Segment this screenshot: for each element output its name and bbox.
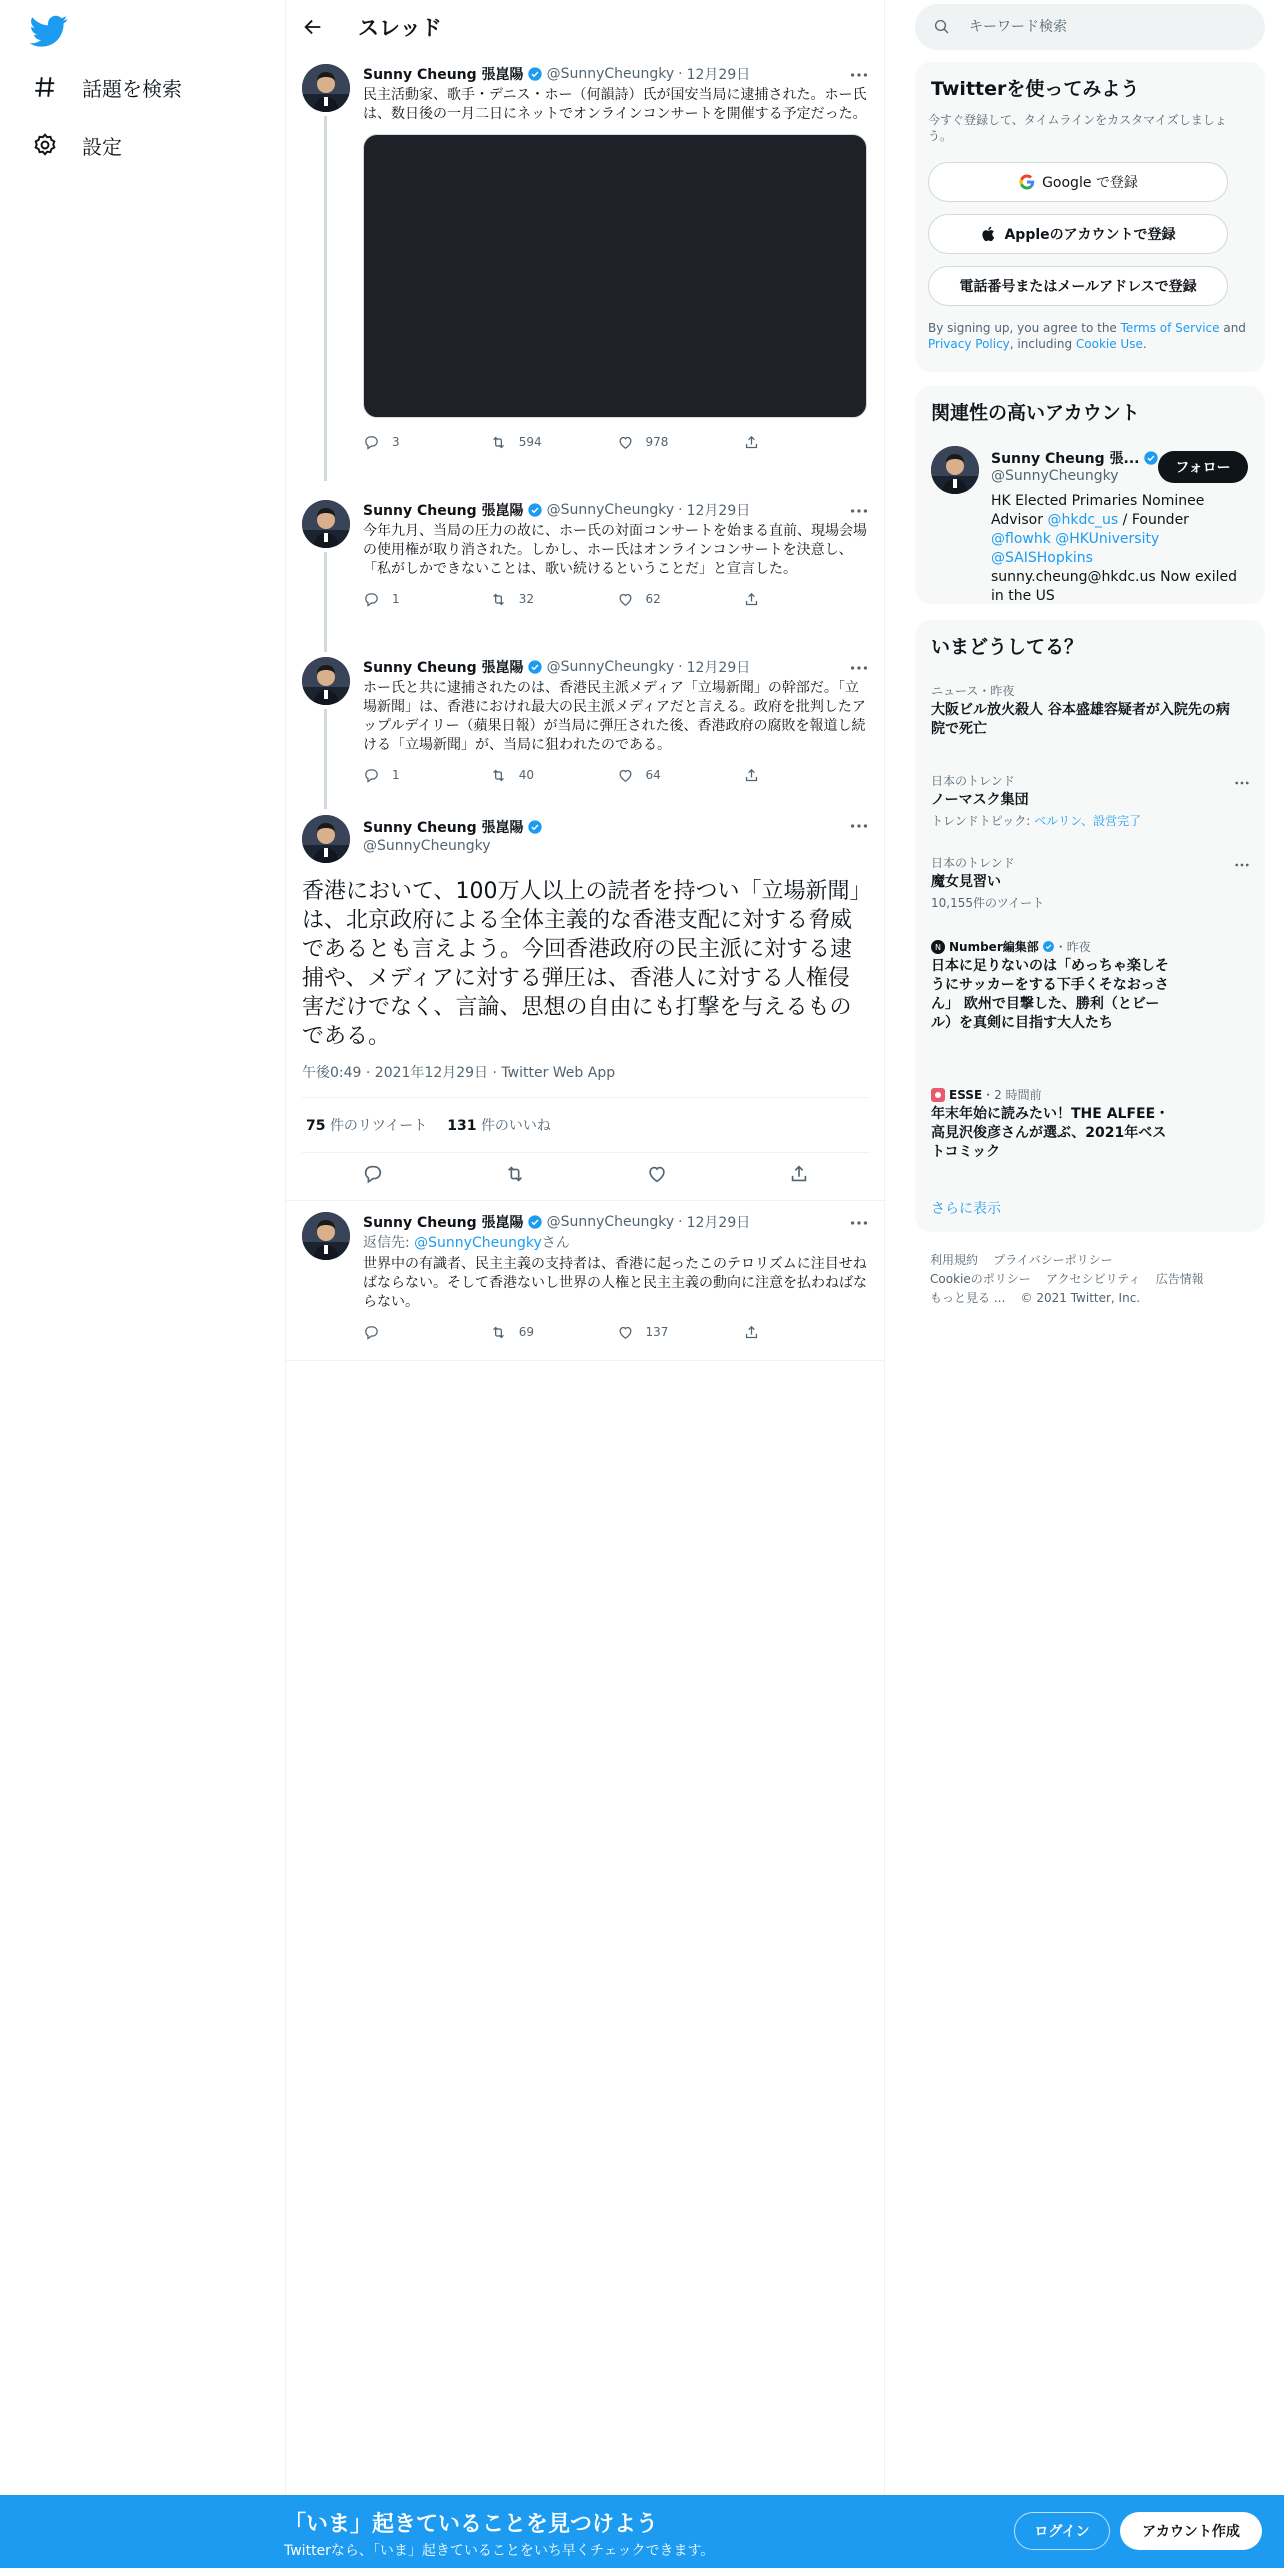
tweet-date[interactable]: 12月29日 (686, 67, 751, 83)
share-button[interactable] (743, 434, 870, 451)
retweet-button[interactable]: 40 (490, 767, 617, 784)
google-signup-button[interactable]: Google で登録 (928, 162, 1228, 202)
replying-to-handle[interactable]: @SunnyCheungky (414, 1235, 542, 1251)
tweet-date[interactable]: 12月29日 (686, 503, 751, 519)
google-icon (1018, 173, 1036, 191)
trends-card-title: いまどうしてる？ (931, 636, 1084, 658)
focused-tweet-text: 香港において、100万人以上の読者を持つい「立場新聞」は、北京政府による全体主義的な香港支配に対する脅威であるとも言えよう。今回香港政府の民主派に対する逮捕や、メディアに対する弾圧は、香港人に対する人権侵害だけでなく、言論、思想の自由にも打撃を与えるものである。 (302, 879, 861, 1049)
like-button[interactable]: 978 (617, 434, 744, 451)
retweet-button[interactable]: 69 (490, 1324, 617, 1341)
follow-button[interactable]: フォロー (1158, 451, 1248, 483)
twitter-logo-icon[interactable] (30, 12, 68, 50)
thread-tweet[interactable]: Sunny Cheung 張崑陽 @SunnyCheungky · 12月29日 今年九月、当局の圧力の故に、ホー氏の対面コンサートを始まる直前、現場会場の使用権が取り消された。しかし、ホー氏はオンラインコンサートを決意し、「私がしかできないことは、歌い続けるということだ」と宣言した。 1 32 62 (286, 500, 886, 650)
author-handle[interactable]: @SunnyCheungky (546, 659, 675, 675)
author-handle[interactable]: @SunnyCheungky (546, 502, 675, 518)
retweet-icon (490, 434, 507, 451)
reply-icon (363, 767, 380, 784)
verified-badge-icon (527, 66, 543, 82)
footer-ads-link[interactable]: 広告情報 (1155, 1272, 1204, 1286)
more-options-icon[interactable] (848, 657, 870, 679)
search-box[interactable] (915, 4, 1265, 50)
left-navigation (0, 0, 285, 2568)
signup-card (915, 62, 1265, 372)
share-icon (743, 767, 760, 784)
reply-icon[interactable] (362, 1163, 384, 1185)
number-logo-icon (931, 940, 945, 954)
trend-item[interactable]: 日本のトレンド ノーマスク集団 トレンドトピック: ベルリン、設営完了 (931, 774, 1142, 828)
footer-links (930, 1251, 1204, 1308)
nav-item-settings[interactable] (32, 125, 122, 165)
share-icon (743, 591, 760, 608)
thread-tweet[interactable]: Sunny Cheung 張崑陽 @SunnyCheungky · 12月29日 ホー氏と共に逮捕されたのは、香港民主派メディア「立場新聞」の幹部だ。「立場新聞」は、香港におけれ最大の民主派メディアだと言える。政府を批判したアップルデイリー（蘋果日報）が当局に弾圧された後、香港政府の腐敗を報道し続ける「立場新聞」が、当局に狙われたのである。 1 40 64 (286, 657, 886, 807)
related-account-name[interactable]: Sunny Cheung 張... (991, 451, 1140, 467)
author-name[interactable]: Sunny Cheung 張崑陽 (363, 820, 524, 836)
legal-text: By signing up, you agree to the Terms of Service and Privacy Policy, including Cookie Use. (928, 321, 1246, 351)
avatar[interactable] (302, 815, 350, 863)
reply-icon (363, 1324, 380, 1341)
reply-button[interactable]: 1 (363, 591, 490, 608)
trend-item[interactable]: ESSE ・2 時間前 年末年始に読みたい！THE ALFEE・高見沢俊彦さんが選ぶ、2021年ベストコミック (931, 1087, 1170, 1160)
more-options-icon[interactable] (1233, 774, 1251, 792)
retweet-button[interactable]: 32 (490, 591, 617, 608)
gear-icon (32, 132, 58, 158)
footer-cookie-link[interactable]: Cookieのポリシー (930, 1272, 1031, 1286)
search-input[interactable] (969, 19, 1249, 35)
trends-card (915, 620, 1265, 1232)
bottom-signup-bar (0, 2495, 1284, 2568)
verified-badge-icon (527, 502, 543, 518)
footer-copyright: © 2021 Twitter, Inc. (1020, 1291, 1141, 1305)
replying-to: 返信先: @SunnyCheungkyさん (363, 1235, 570, 1251)
retweet-icon (490, 591, 507, 608)
more-options-icon[interactable] (848, 64, 870, 86)
verified-badge-icon (1143, 450, 1159, 466)
related-accounts-card (915, 386, 1265, 604)
avatar[interactable] (302, 500, 350, 548)
retweet-icon (490, 767, 507, 784)
nav-item-explore[interactable] (32, 67, 182, 107)
reply-button[interactable]: 3 (363, 434, 490, 451)
heart-icon[interactable] (646, 1163, 668, 1185)
trend-item[interactable]: ニュース・昨夜 大阪ビル放火殺人 谷本盛雄容疑者が入院先の病院で死亡 (931, 684, 1230, 737)
thread-header (286, 0, 884, 54)
heart-icon (617, 434, 634, 451)
reply-button[interactable]: 1 (363, 767, 490, 784)
author-name[interactable]: Sunny Cheung 張崑陽 (363, 660, 524, 676)
svg-text:N: N (935, 942, 941, 952)
retweet-icon (490, 1324, 507, 1341)
verified-badge-icon (527, 1214, 543, 1230)
footer-terms-link[interactable]: 利用規約 (930, 1253, 979, 1267)
phone-email-signup-button[interactable]: 電話番号またはメールアドレスで登録 (928, 266, 1228, 306)
footer-accessibility-link[interactable]: アクセシビリティ (1046, 1272, 1141, 1286)
verified-badge-icon (527, 819, 543, 835)
engagement-stats (306, 1115, 551, 1135)
login-button[interactable]: ログイン (1014, 2512, 1110, 2550)
embedded-video[interactable] (363, 134, 867, 418)
share-button[interactable] (743, 591, 870, 608)
like-stat[interactable]: 131 件のいいね (447, 1118, 551, 1134)
author-name[interactable]: Sunny Cheung 張崑陽 (363, 1215, 524, 1231)
retweet-stat[interactable]: 75 件のリツイート (306, 1118, 428, 1134)
like-button[interactable]: 62 (617, 591, 744, 608)
verified-badge-icon (527, 659, 543, 675)
author-handle[interactable]: @SunnyCheungky (546, 66, 675, 82)
avatar[interactable] (302, 657, 350, 705)
tweet-timestamp[interactable]: 午後0:49 · 2021年12月29日 · Twitter Web App (302, 1065, 616, 1081)
trend-item[interactable]: 日本のトレンド 魔女見習い 10,155件のツイート (931, 856, 1045, 910)
heart-icon (617, 591, 634, 608)
heart-icon (617, 767, 634, 784)
tweet-text: 世界中の有識者、民主主義の支持者は、香港に起ったこのテロリズムに注目せねばならない。そして香港ないし世界の人権と民主主義の動向に注意を払わねばならない。 (363, 1256, 867, 1310)
footer-more-link[interactable]: もっと見る ... (930, 1291, 1006, 1305)
tweet-text: 民主活動家、歌手・デニス・ホー（何韻詩）氏が国安当局に逮捕された。ホー氏は、数日後の一月二日にネットでオンラインコンサートを開催する予定だった。 (363, 87, 867, 122)
search-icon (933, 18, 951, 36)
author-name[interactable]: Sunny Cheung 張崑陽 (363, 503, 524, 519)
tweet-text: 今年九月、当局の圧力の故に、ホー氏の対面コンサートを始まる直前、現場会場の使用権が取り消された。しかし、ホー氏はオンラインコンサートを決意し、「私がしかできないことは、歌い続けるということだ」と宣言した。 (363, 523, 867, 577)
retweet-icon[interactable] (504, 1163, 526, 1185)
thread-tweet[interactable]: Sunny Cheung 張崑陽 @SunnyCheungky · 12月29日 民主活動家、歌手・デニス・ホー（何韻詩）氏が国安当局に逮捕された。ホー氏は、数日後の一月二日にネットでオンラインコンサートを開催する予定だった。 3 594 978 (286, 64, 886, 484)
focused-tweet-actions (302, 1163, 870, 1185)
verified-badge-icon (1042, 940, 1055, 953)
privacy-link[interactable]: Privacy Policy (928, 337, 1010, 351)
share-icon[interactable] (788, 1163, 810, 1185)
show-more-link[interactable]: さらに表示 (931, 1201, 1001, 1217)
nav-explore-label: 話題を検索 (82, 76, 182, 101)
related-account-bio: HK Elected Primaries Nominee Advisor @hkdc_us / Founder @flowhk @HKUniversity @SAISHopkins sunny.cheung@hkdc.us Now exiled in the US (991, 493, 1237, 604)
share-button[interactable] (743, 767, 870, 784)
thread-connector (324, 116, 327, 481)
more-options-icon[interactable] (1233, 856, 1251, 874)
reply-button[interactable] (363, 1324, 490, 1341)
nav-settings-label: 設定 (82, 134, 122, 159)
terms-link[interactable]: Terms of Service (1120, 321, 1220, 335)
tweet-date[interactable]: 12月29日 (686, 1215, 751, 1231)
focused-tweet (286, 815, 886, 1200)
avatar[interactable] (302, 64, 350, 112)
more-options-icon[interactable] (848, 815, 870, 837)
author-handle[interactable]: @SunnyCheungky (363, 838, 491, 854)
avatar[interactable] (302, 1212, 350, 1260)
apple-icon (980, 225, 998, 243)
like-button[interactable]: 64 (617, 767, 744, 784)
author-handle[interactable]: @SunnyCheungky (546, 1214, 675, 1230)
esse-logo-icon (931, 1088, 945, 1102)
reply-icon (363, 591, 380, 608)
thread-connector (324, 709, 327, 809)
tweet-text: ホー氏と共に逮捕されたのは、香港民主派メディア「立場新聞」の幹部だ。「立場新聞」は、香港におけれ最大の民主派メディアだと言える。政府を批判したアップルデイリー（蘋果日報）が当局に弾圧された後、香港政府の腐敗を報道し続ける「立場新聞」が、当局に狙われたのである。 (363, 680, 866, 753)
share-icon (743, 434, 760, 451)
author-name[interactable]: Sunny Cheung 張崑陽 (363, 67, 524, 83)
heart-icon (617, 1324, 634, 1341)
signup-card-subtitle: 今すぐ登録して、タイムラインをカスタマイズしましょう。 (928, 113, 1227, 143)
page-title: スレッド (358, 16, 442, 40)
related-card-title: 関連性の高いアカウント (931, 402, 1140, 424)
share-icon (743, 1324, 760, 1341)
main-column (285, 0, 885, 2568)
reply-tweet[interactable]: Sunny Cheung 張崑陽 @SunnyCheungky · 12月29日 返信先: @SunnyCheungkyさん 世界中の有識者、民主主義の支持者は、香港に起ったこのテロリズムに注目せねばならない。そして香港ないし世界の人権と民主主義の動向に注意を払わねばならない。 69 137 (286, 1212, 886, 1360)
share-button[interactable] (743, 1324, 870, 1341)
back-arrow-icon[interactable] (302, 16, 324, 38)
signup-card-title: Twitterを使ってみよう (931, 78, 1140, 100)
related-account-handle[interactable]: @SunnyCheungky (991, 468, 1119, 484)
create-account-button[interactable]: アカウント作成 (1120, 2512, 1262, 2550)
reply-icon (363, 434, 380, 451)
cookie-link[interactable]: Cookie Use (1075, 337, 1143, 351)
bottom-bar-headline: 「いま」起きていることを見つけよう (284, 2512, 659, 2537)
thread-connector (324, 552, 327, 652)
like-button[interactable]: 137 (617, 1324, 744, 1341)
footer-privacy-link[interactable]: プライバシーポリシー (993, 1253, 1113, 1267)
avatar[interactable] (931, 446, 979, 494)
bottom-bar-subline: Twitterなら、「いま」起きていることをいち早くチェックできます。 (284, 2543, 715, 2559)
hashtag-icon (32, 74, 58, 100)
more-options-icon[interactable] (848, 500, 870, 522)
trend-item[interactable]: N Number編集部 ・昨夜 日本に足りないのは「めっちゃ楽しそうにサッカーをする下手くそなおっさん」 欧州で目撃した、勝利（とビール）を真剣に目指す大人たち (931, 940, 1169, 1031)
apple-signup-button[interactable]: Appleのアカウントで登録 (928, 214, 1228, 254)
more-options-icon[interactable] (848, 1212, 870, 1234)
retweet-button[interactable]: 594 (490, 434, 617, 451)
tweet-date[interactable]: 12月29日 (686, 660, 751, 676)
